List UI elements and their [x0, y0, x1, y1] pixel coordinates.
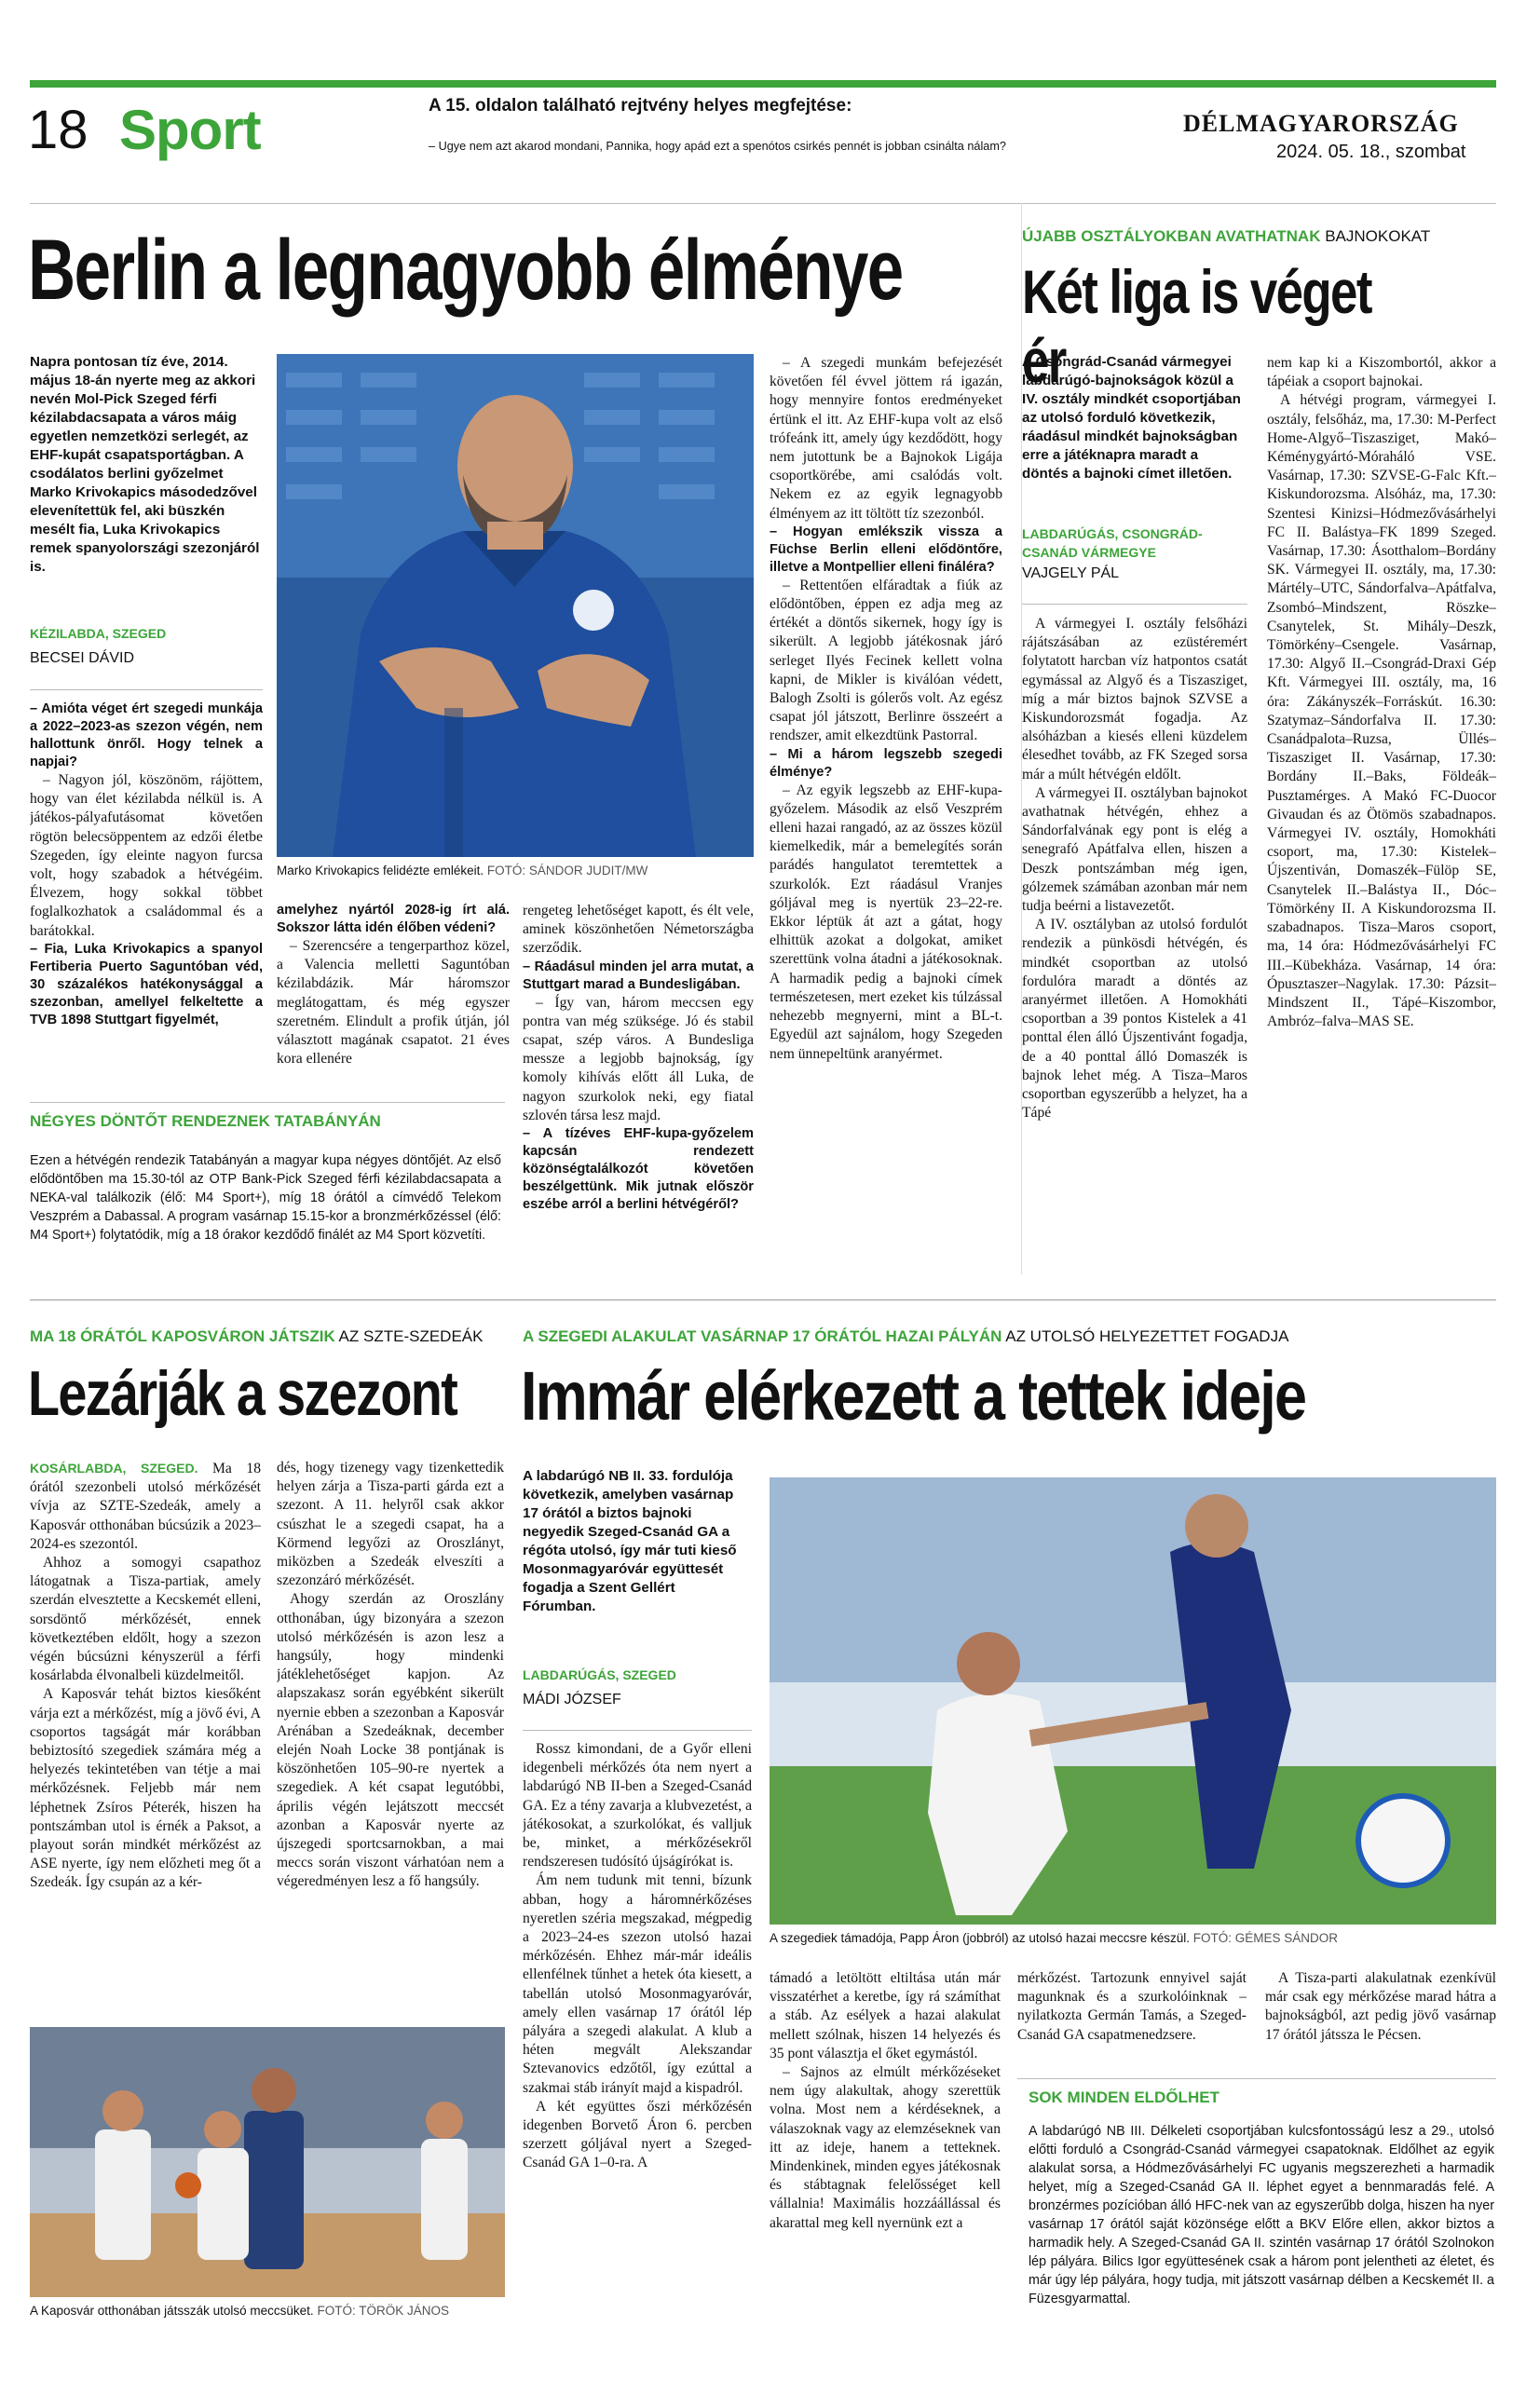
article4-kicker-accent: A SZEGEDI ALAKULAT VASÁRNAP 17 ÓRÁTÓL HAZAI PÁLYÁN: [523, 1327, 1002, 1345]
body-paragraph: – A szegedi munkám befejezését követően fél évvel jöttem rá igazán, hogy mennyire fontos eredményeket értünk el itt. Az EHF-kupa volt az első trófeánk itt, amely úgy kezdődött, hogy nem jutottunk be a Bajnokok Ligája csoportkörébe, ami csalódás volt. Nekem ez az egyik legnagyobb élményem az itt töltött tíz szezonból.: [770, 355, 1002, 522]
article2-kicker: LABDARÚGÁS, CSONGRÁD-CSANÁD VÁRMEGYE: [1022, 526, 1203, 560]
article2-kicker-rest: BAJNOKOKAT: [1320, 227, 1431, 245]
body-paragraph: – Az egyik legszebb az EHF-kupa-győzelem. Második az első Veszprém elleni hazai rangadó, az az összes közül kiemelkedik, már a bemelegítés során parádés hangulatot teremtettek a szurkolók. Ezt ráadásul Vranjes góljával meg is nyertük 23–22-re. Ekkor léptük át azt a gátat, hogy elhittük azokat a dolgokat, amiket szerettünk volna átadni a játékosoknak. A harmadik pedig a bajnoki címek természetesen, mert ezeket kis túlzással nehezebb megnyerni, mint a BL-t. Egyedül azt sajnálom, hogy Szegeden nem ünnepeltünk aranyérmet.: [770, 782, 1002, 1062]
article1-box-text: Ezen a hétvégén rendezik Tatabányán a magyar kupa négyes döntőjét. Az első elődöntőben ma 15.30-tól az OTP Bank-Pick Szeged férfi kézilabdacsapata a NEKA-val találkozik (élő: M4 Sport+), míg 18 órától a címvédő Telekom Veszprém a Dabassal. A program vasárnap 15.15-kor a bronzmérkőzéssel (élő: M4 Sport+) folytatódik, míg a 18 órakor kezdődő finálét az M4 Sport közvetíti.: [30, 1153, 501, 1243]
article2-column-1: [1022, 615, 1247, 1274]
body-paragraph: dés, hogy tizenegy vagy tizenkettedik helyen zárja a Tisza-parti gárda ezt a szezont. A 11. helyről csak akkor csúszhat le a szegedi csapat, ha a Körmend legyőzi az Oroszlányt, miközben a Szedeák elveszíti a szezonzáró mérkőzését.: [277, 1460, 504, 1589]
article3-column-2: [277, 1459, 504, 2008]
article3-credit: FOTÓ: TÖRÖK JÁNOS: [317, 2304, 449, 2318]
article2-author: VAJGELY PÁL: [1022, 565, 1120, 581]
article3-kicker-accent: MA 18 ÓRÁTÓL KAPOSVÁRON JÁTSZIK: [30, 1327, 335, 1345]
article4-box: [1017, 2078, 1496, 2308]
article4-column-1: [523, 1740, 752, 2308]
article1-kicker: KÉZILABDA, SZEGED: [30, 626, 167, 641]
article4-title: Immár elérkezett a tettek ideje: [521, 1357, 1306, 1435]
body-paragraph: A két együttes őszi mérkőzésén idegenben Borvető Áron 6. percben szerzett góljával nyert a Szeged-Csanád GA 1–0-ra. A: [523, 2098, 752, 2171]
page-number: 18: [28, 100, 89, 160]
body-paragraph: A hétvégi program, vármegyei I. osztály, felsőház, ma, 17.30: M-Perfect Home-Algyő–Tiszasziget, Makó–Kéménygyártó-Móraháló VSE. Vasárnap, 17.30: SZVSE-G-Falc Kft.–Kiskundorozsma. Alsóház, ma, 17.30: Szentesi Kinizsi–Hódmezővásárhelyi FC II. Balástya–FK 1899 Szeged. Vasárnap, 17.30: Ásotthalom–Bordány SK. Vármegyei II. osztály, ma, 17.30: Mártély–UTC, Sándorfalva–Apátfalva, Zsombó–Mindszent, Röszke–Csanytelek, St. Mihály–Deszk, Tömörkény–Csengele. Vasárnap, 17.30: Algyő II.–Csongrád-Draxi Gép Kft. Vármegyei III. osztály, ma, 16 óra: Zákányszék–Forráskút. 16.30: Szatymaz–Sándorfalva II. 17.30: Csanádpalota–Ruzsa, Üllés–Tiszasziget II. Vasárnap, 17.30: Bordány II.–Baks, Földeák–Pusztamérges. A Makó FC-Duocor Givaudan és az Ötömös szabadnapos. Vármegyei IV. osztály, Homokháti csoport, ma, 17.30: Kistelek–Újszentiván, Domaszék–Fülöp SE, Csanytelek II.–Balástya II., Dóc–Tömörkény II. A Kiskundorozsma II. szabadnapos. Tisza–Maros csoport, ma, 14 óra: Hódmezővásárhelyi FC III.–Kübekháza. Vasárnap, 14 óra: Ópusztaszer–Nagylak. 17.30: Pázsit–Mindszent II., Tápé–Kiszombor, Ambróz–falva–MAS SE.: [1267, 392, 1496, 1030]
body-paragraph: Ám nem tudunk mit tenni, bízunk abban, hogy a háromnérkőzéses nyeretlen széria megszakad, mégpedig a 2023–24-es szezon utolsó hazai mérkőzésén. Ehhez már-már ideális ellenfélnek tűnhet a hetek óta kiesett, a tabellán utolsó Mosonmagyaróvár, amely ellen vasárnap 17 órától lép pályára a szegedi alakulat. A klub a héten megvált Alekszandar Sztevanovics edzőtől, így ezúttal a szakmai stáb irányít majd a kispadról.: [523, 1872, 752, 2096]
interview-question: – Hogyan emlékszik vissza a Füchse Berlin elleni elődöntőre, illetve a Montpellier elleni fináléra?: [770, 524, 1002, 575]
interview-question: – A tízéves EHF-kupa-győzelem kapcsán rendezett közönségtalálkozót követően beszélgettünk. Mik jutnak először eszébe arról a berlini hétvégéről?: [523, 1126, 754, 1213]
article1-caption-text: Marko Krivokapics felidézte emlékeit.: [277, 864, 484, 877]
body-paragraph: A Tisza-parti alakulatnak ezenkívül már csak egy mérkőzése marad hátra a bajnokságból, azt pedig jövő vasárnap 17 órától játssza le Pécsen.: [1265, 1970, 1496, 2043]
interview-question: – Fia, Luka Krivokapics a spanyol Fertiberia Puerto Saguntóban véd, 30 százalékos hatékonysággal a szezonban, amellyel felkeltette a TVB 1898 Stuttgart figyelmét,: [30, 941, 263, 1027]
body-paragraph: – Szerencsére a tengerparthoz közel, a Valencia melletti Saguntóban kézilabdázik. Már háromszor meglátogattam, és még egyszer szeretném. Elindult a profik útján, jól választott magának csapatot. 21 éves kora ellenére: [277, 938, 510, 1068]
article2-title: Két liga is véget ér: [1022, 257, 1371, 395]
interview-question: – Ráadásul minden jel arra mutat, a Stuttgart marad a Bundesligában.: [523, 959, 754, 992]
puzzle-solution: – Ugye nem azt akarod mondani, Pannika, hogy apád ezt a spenótos csirkés pennét is jobban csinálta nálam?: [429, 140, 1006, 153]
body-paragraph: – Rettentően elfáradtak a fiúk az elődöntőben, éppen ez adja meg az értékét a döntős sikernek, hogy így is sikerült. A legjobb játékosnak járó serleget Ilyés Fecinek kellett volna kapni, de Mikler is kiválóan védett, Balogh Zsolti is gólerős volt. Az egész csapat jól játszott, Berlinre összeért a rendszer, amit elkezdtünk Pastorral.: [770, 577, 1002, 744]
article3-title: Lezárják a szezont: [28, 1358, 457, 1429]
article2-lead: A Csongrád-Csanád vármegyei labdarúgó-bajnokságok közül a IV. osztály mindkét csoportjában az utolsó forduló következik, ráadásul mindkét bajnokságban erre a játéknapra maradt a döntés a bajnoki címet illetően.: [1022, 354, 1241, 482]
brand-logo: DÉLMAGYARORSZÁG: [1183, 110, 1459, 137]
article2-rule: [1022, 604, 1247, 605]
issue-date: 2024. 05. 18., szombat: [1276, 142, 1466, 162]
body-paragraph: Rossz kimondani, de a Győr elleni idegenbeli mérkőzés óta nem nyert a labdarúgó NB II-ben a Szeged-Csanád GA. Ez a tény zavarja a klubvezetést, a játékosokat, a szurkolókat, és valljuk be, minket, a mérkőzésekről rendszeresen tudósító újságírókat is.: [523, 1741, 752, 1871]
body-paragraph: – Így van, három meccsen egy pontra van még szüksége. Jó és stabil csapat, szép város. A Bundesliga messze a legjobb bajnokság, így komoly kihívás előtt áll Luka, de nagyon szurkolok neki, egy fiatal szlovén társa lesz majd.: [523, 994, 754, 1123]
section-divider: [30, 1299, 1496, 1300]
article1-column-1: [30, 701, 263, 1073]
article2-column-2: [1267, 354, 1496, 1274]
article1-column-4: [770, 354, 1002, 1274]
body-paragraph: A Kaposvár tehát biztos kiesőként várja ezt a mérkőzést, míg a jövő évi, A csoportos tagságát már korábban bebiztosító szegediek számára még a helyezés tekintetében van tétje a mai mérkőzésnek. Feljebb már nem léphetnek Zsíros Péterék, hiszen ha pontszámban utol is érnék a Paksot, a playout során mindkét mérkőzést az ASE nyerte, így nem előzheti meg őt a Szedeák. Így csupán az a kér-: [30, 1686, 261, 1891]
body-paragraph: támadó a letöltött eltiltása után már visszatérhet a keretbe, így rá számíthat a stáb. Az esélyek a hazai alakulat mellett szólnak, hiszen 14 helyezés és 35 pont választja el őket egymástól.: [770, 1970, 1001, 2061]
inline-kicker: KOSÁRLABDA, SZEGED.: [30, 1461, 198, 1476]
article4-column-3: [1017, 1969, 1247, 2072]
article3-caption: [30, 2303, 505, 2319]
body-paragraph: nem kap ki a Kiszombortól, akkor a tápéiak a csoport bajnokai.: [1267, 355, 1496, 390]
article4-rule: [523, 1730, 752, 1731]
article1-rule: [30, 689, 263, 690]
article4-caption-text: A szegediek támadója, Papp Áron (jobbról) az utolsó hazai meccsre készül.: [770, 1931, 1190, 1945]
article1-box-title: NÉGYES DÖNTŐT RENDEZNEK TATABÁNYÁN: [30, 1112, 381, 1130]
article3-caption-text: A Kaposvár otthonában játsszák utolsó meccsüket.: [30, 2304, 314, 2318]
article4-caption: [770, 1930, 1496, 1946]
article2-kicker-accent: ÚJABB OSZTÁLYOKBAN AVATHATNAK: [1022, 227, 1321, 245]
article4-kicker: LABDARÚGÁS, SZEGED: [523, 1667, 676, 1682]
article4-credit: FOTÓ: GÉMES SÁNDOR: [1192, 1931, 1339, 1945]
article1-credit: FOTÓ: SÁNDOR JUDIT/MW: [486, 864, 648, 877]
body-paragraph: A vármegyei I. osztály felsőházi rájátszásában az ezüstéremért folytatott harcban víz hatpontos csatát egymással az Algyő és a Tiszasziget, míg a már biztos bajnok SZVSE a Kiskundorozsmát fogadja. Az alsóházban a kiesés elleni küzdelem élesedhet tovább, az FK Szeged sorsa már a múlt hétvégén eldőlt.: [1022, 616, 1247, 782]
article3-column-1: [30, 1459, 261, 2008]
basketball-scene: [30, 2027, 505, 2297]
article4-column-2: [770, 1969, 1001, 2314]
football-scene: [770, 1477, 1496, 1925]
body-paragraph: A vármegyei II. osztályban bajnokot avathatnak hétvégén, ehhez a Sándorfalvának egy pont is elég a senegrafó Apátfalva ellen, hiszen a Deszk pontszámban még igen, gólzemek számában azonban már nem tudja beérni a listavezetőt.: [1022, 784, 1247, 915]
article4-author: MÁDI JÓZSEF: [523, 1692, 621, 1707]
body-paragraph: mérkőzést. Tartozunk ennyivel saját magunknak és a szurkolóinknak – nyilatkozta Germán Tamás, a Szeged-Csanád GA csapatmenedzsere.: [1017, 1970, 1247, 2043]
interview-question: – Amióta véget ért szegedi munkája a 2022–2023-as szezon végén, nem hallottunk önről. Hogy telnek a napjai?: [30, 701, 263, 769]
article1-caption: [277, 863, 754, 878]
article2-kicker-line: [1022, 227, 1430, 246]
puzzle-title: A 15. oldalon található rejtvény helyes megfejtése:: [429, 96, 852, 116]
article1-photo: [277, 354, 754, 857]
interview-question: – Mi a három legszebb szegedi élménye?: [770, 746, 1002, 780]
interview-question: amelyhez nyártól 2028-ig írt alá. Sokszor látta idén élőben védeni?: [277, 903, 510, 935]
article4-photo: [770, 1477, 1496, 1925]
coach-portrait: [277, 354, 754, 857]
article3-photo: [30, 2027, 505, 2297]
article3-kicker-line: [30, 1327, 483, 1346]
article1-author: BECSEI DÁVID: [30, 650, 135, 666]
article4-kicker-line: [523, 1327, 1288, 1346]
article3-kicker-rest: AZ SZTE-SZEDEÁK: [334, 1327, 484, 1345]
article4-column-4: [1265, 1969, 1496, 2072]
article4-box-text: A labdarúgó NB III. Délkeleti csoportjában kulcsfontosságú lesz a 29., utolsó előtti forduló a Csongrád-Csanád vármegyei csapatoknak. Eldőlhet az egyik alakulat sorsa, a Hódmezővásárhelyi FC ugyanis megszerezheti a harmadik helyet, míg a Szeged-Csanád GA II. léphet egyet a bennmaradás felé. A bronzérmes pozícióban álló HFC-nek van az egyszerűbb dolga, hiszen ha nyer vasárnap 17 órától saját közönsége előtt a BKV Előre ellen, akkor biztos a harmadik hely. A Szeged-Csanád GA II. szintén vasárnap 17 órától Szolnokon lép pályára. Bilics Igor együttesének csak a három pont jelentheti az életet, és már úgy lép pályára, hogy tudja, mit játszott vasárnap délben a Kecskemét II. a Füzesgyarmattal.: [1029, 2124, 1494, 2306]
article4-kicker-rest: AZ UTOLSÓ HELYEZETTET FOGADJA: [1001, 1327, 1289, 1345]
body-paragraph: rengeteg lehetőséget kapott, és élt vele, aminek köszönhetően Németországba szerződik.: [523, 903, 754, 957]
article4-lead: A labdarúgó NB II. 33. fordulója következik, amelyben vasárnap 17 órától a biztos bajnoki negyedik Szeged-Csanád GA a régóta utolsó, így már tuti kieső Mosonmagyaróvár együttesét fogadja a Szent Gellért Fórumban.: [523, 1468, 737, 1614]
body-paragraph: – Nagyon jól, köszönöm, rájöttem, hogy van élet kézilabda nélkül is. A játékos-pályafutásomat követően rögtön belecsöppentem az edzői életbe Szegeden, így eleinte nagyon furcsa volt, hogy szabadok a hétvégéim. Élvezem, hogy sokkal többet foglalkozhatok a családommal és a barátokkal.: [30, 772, 263, 939]
article1-lead: Napra pontosan tíz éve, 2014. május 18-án nyerte meg az akkori nevén Mol-Pick Szeged férfi kézilabdacsapata a város máig egyetlen nemzetközi serlegét, az EHF-kupát csapatsportágban. A csodálatos berlini győzelmet Marko Krivokapics másodedzővel elevenítettük fel, aki büszkén mesélt fia, Luka Krivokapics remek spanyolországi szezonjáról is.: [30, 354, 260, 575]
section-title: Sport: [119, 99, 261, 161]
article1-column-3: [523, 902, 754, 1274]
article4-box-title: SOK MINDEN ELDŐLHET: [1029, 2088, 1219, 2106]
body-paragraph: A IV. osztályban az utolsó fordulót rendezik a pünkösdi hétvégén, és mindkét csoportban az utolsó fordulóra maradt a döntés az aranyérmet illetően. A Homokháti csoportban a 39 pontos Kistelek a 41 ponttal élen álló Újszentivánt fogadja, de a 40 ponttal álló Domaszék is bajnok lehet még. A Tisza–Maros csoportban egyszerűbb a helyzet, ha a Tápé: [1022, 917, 1247, 1122]
body-paragraph: Ahogy szerdán az Oroszlány otthonában, úgy bizonyára a szezon utolsó mérkőzésén is azon lesz a hangsúly, hogy mindenki játéklehetőséget kapjon. Az alapszakasz során egyébként sikerült nyernie ebben a szezonban a Kaposvár Arénában a Szedeáknak, december elején Noah Locke 38 pontjának is köszönhetően 105–90-re nyertek a szegediek. A két csapat legutóbbi, április végén lejátszott meccsét azonban a Kaposvár nyerte az újszegedi sportcsarnokban, a mai meccs során viszont várhatóan nem a végeredményen lesz a fő hangsúly.: [277, 1591, 504, 1890]
body-paragraph: Ahhoz a somogyi csapathoz látogatnak a Tisza-partiak, amely szerdán elvesztette a Kecskemét elleni, sorsdöntő mérkőzését, ennek következtében eldőlt, hogy a szezon végén búcsúzni kényszerül a férfi kosárlabda élvonalbeli küzdelmeitől.: [30, 1555, 261, 1684]
top-rule: [30, 80, 1496, 88]
article1-title: Berlin a legnagyobb élménye: [28, 223, 903, 318]
article1-box: [30, 1102, 505, 1245]
body-paragraph: – Sajnos az elmúlt mérkőzéseket nem úgy alakultak, ahogy szerettük volna. Most nem a kérdéseknek, a válaszoknak vagy az elemzéseknek van itt az ideje, hanem a tetteknek. Mindenkinek, minden egyes játékosnak és stábtagnak felelősséget kell vállalnia! Maximális hozzáállással és akarattal meg kell nyernünk ezt a: [770, 2064, 1001, 2231]
body-paragraph: KOSÁRLABDA, SZEGED. Ma 18 órától szezonbeli utolsó mérkőzését vívja az SZTE-Szedeák, amely a Kaposvár otthonában búcsúzik a 2023–2024-es szezontól.: [30, 1461, 261, 1552]
article1-column-2: [277, 902, 510, 1079]
header-divider: [30, 203, 1496, 204]
